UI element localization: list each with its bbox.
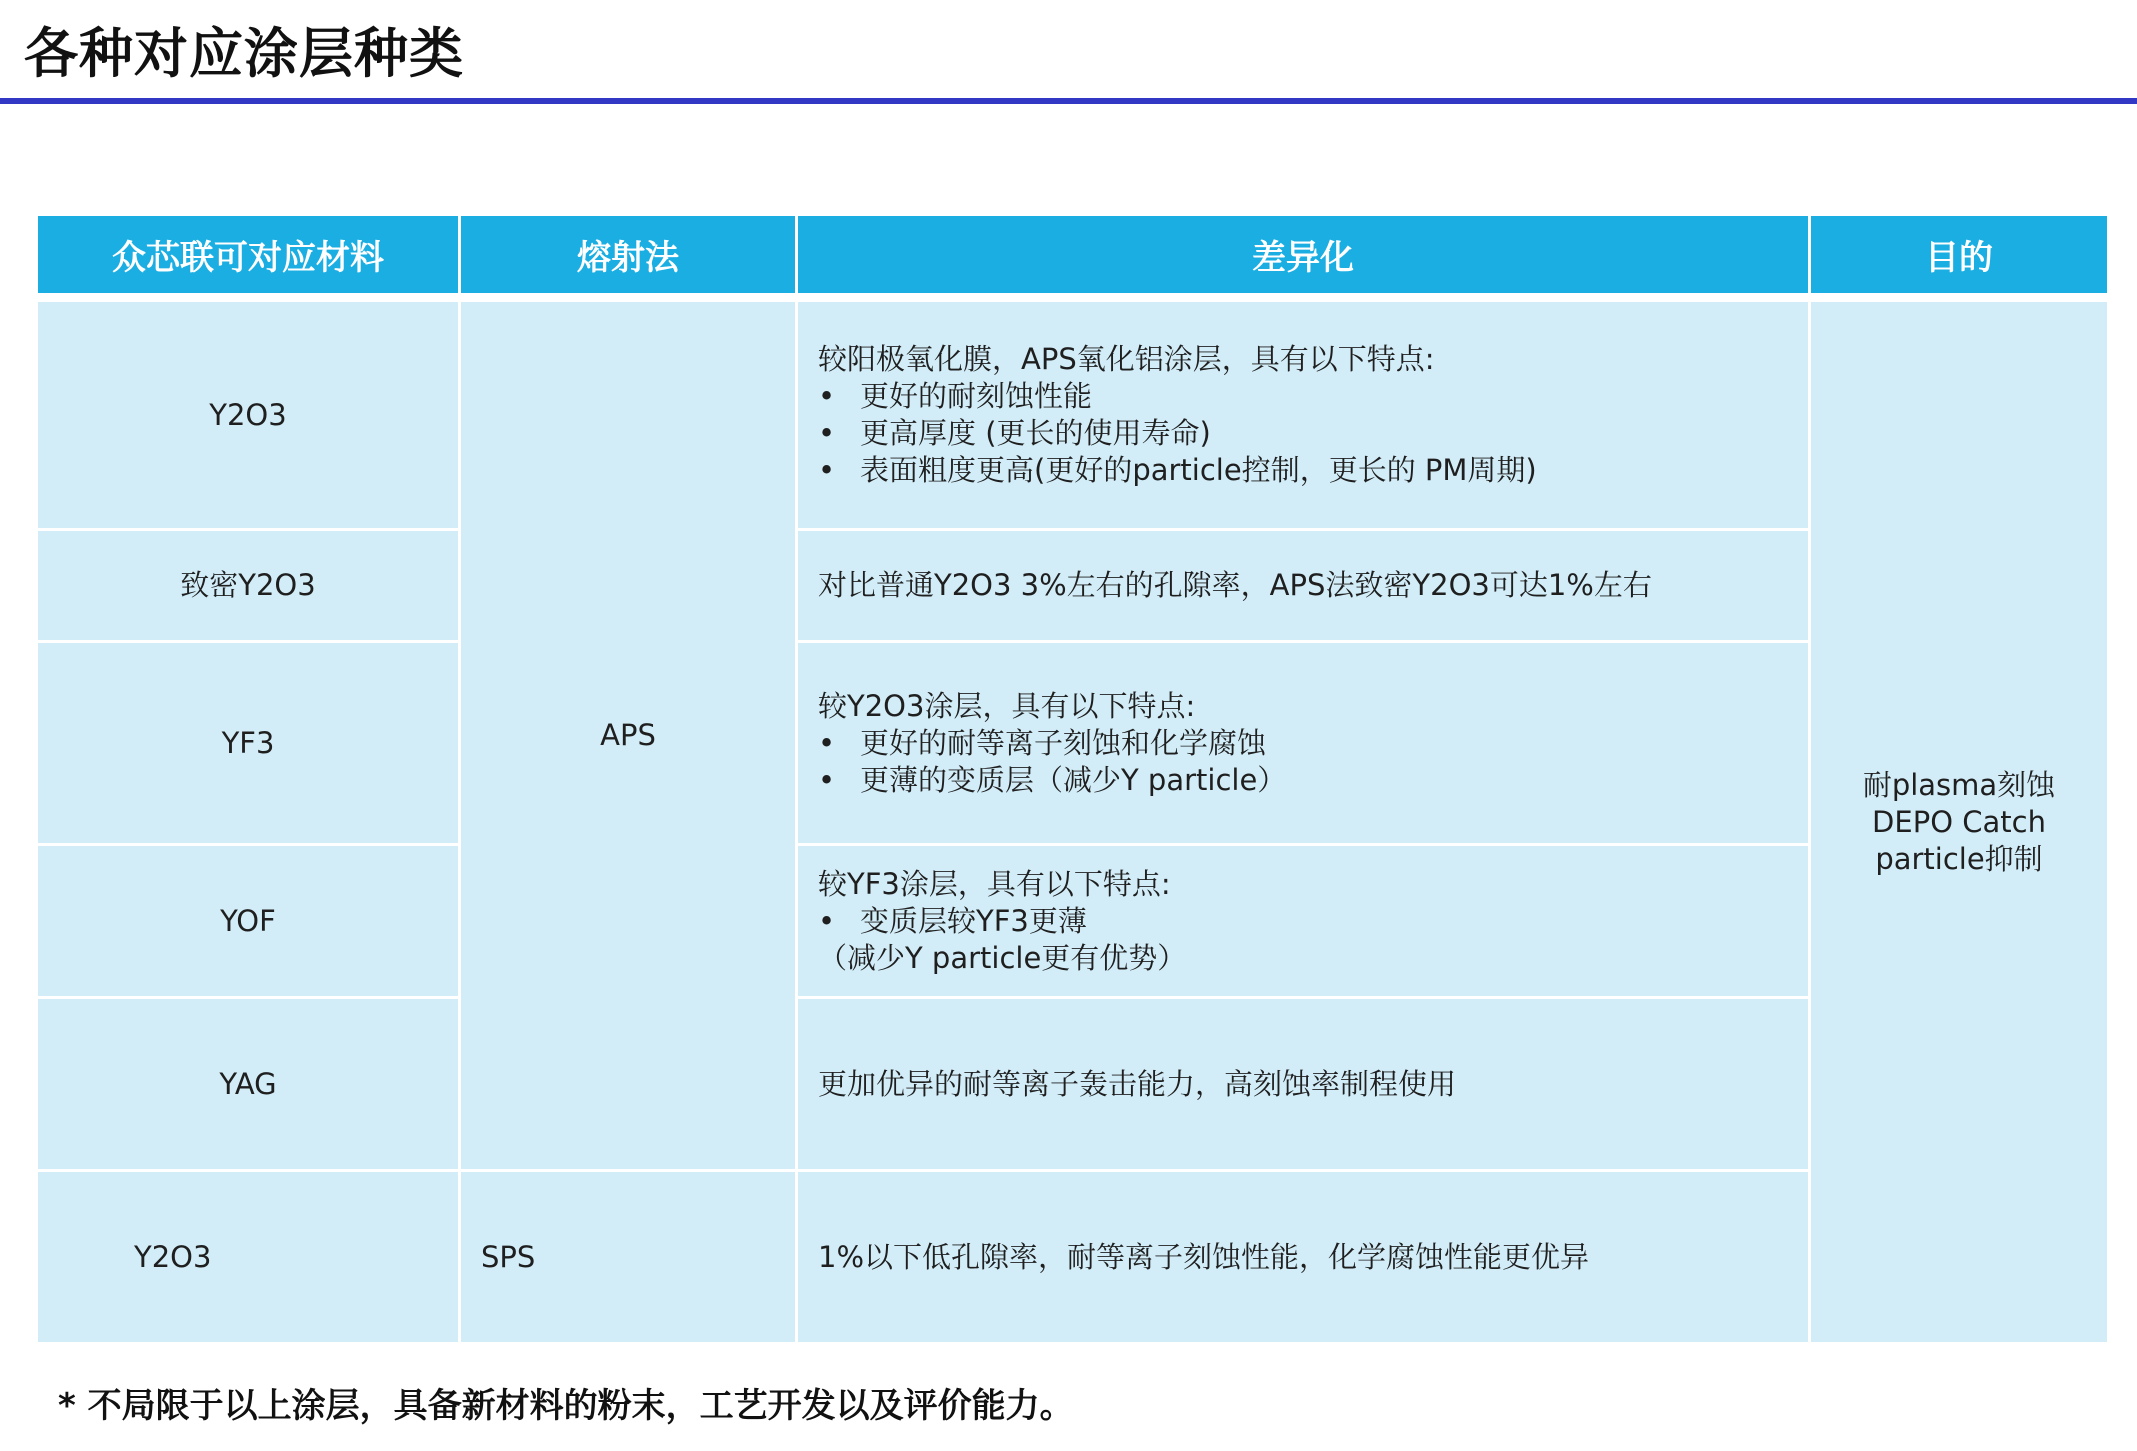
line-text: 变质层较YF3更薄	[860, 903, 1087, 938]
line-text: 对比普通Y2O3 3%左右的孔隙率，APS法致密Y2O3可达1%左右	[818, 568, 1652, 602]
footer-note: * 不局限于以上涂层，具备新材料的粉末，工艺开发以及评价能力。	[58, 1386, 1074, 1426]
difference-cell	[798, 999, 1808, 1169]
text-line	[818, 940, 1186, 977]
line-text: 1%以下低孔隙率，耐等离子刻蚀性能，化学腐蚀性能更优异	[818, 1239, 1590, 1274]
bullet-icon: •	[818, 416, 836, 450]
text-line	[818, 866, 1171, 903]
text-line	[818, 567, 1652, 604]
method-cell-aps: APS	[461, 302, 795, 1169]
header-difference: 差异化	[798, 216, 1808, 299]
title-divider	[0, 98, 2137, 104]
difference-cell	[798, 1172, 1808, 1342]
bullet-icon: •	[818, 379, 836, 413]
purpose-line: particle抑制	[1875, 841, 2043, 876]
line-text: 更好的耐刻蚀性能	[860, 379, 1093, 413]
line-text: 更薄的变质层（减少Y particle）	[860, 762, 1287, 797]
difference-cell	[798, 846, 1808, 996]
bullet-line	[818, 378, 1092, 415]
page-title: 各种对应涂层种类	[24, 22, 464, 85]
line-text: 较阳极氧化膜，APS氧化铝涂层，具有以下特点:	[818, 342, 1435, 376]
method-cell-sps: SPS	[461, 1172, 795, 1342]
bullet-line	[818, 452, 1537, 489]
line-text: 更好的耐等离子刻蚀和化学腐蚀	[860, 725, 1267, 760]
line-text: 较Y2O3涂层，具有以下特点:	[818, 688, 1196, 723]
bullet-icon: •	[818, 725, 836, 760]
line-text: 较YF3涂层，具有以下特点:	[818, 866, 1171, 901]
bullet-icon: •	[818, 453, 836, 487]
material-cell: YF3	[38, 643, 458, 843]
text-line	[818, 1239, 1589, 1276]
bullet-icon: •	[818, 903, 836, 938]
line-text: 更加优异的耐等离子轰击能力，高刻蚀率制程使用	[818, 1066, 1457, 1101]
material-cell: Y2O3	[38, 302, 458, 528]
purpose-line: DEPO Catch	[1872, 804, 2046, 839]
difference-cell	[798, 643, 1808, 843]
purpose-cell	[1811, 302, 2107, 1342]
material-cell: YAG	[38, 999, 458, 1169]
line-text: （减少Y particle更有优势）	[818, 940, 1187, 975]
bullet-line	[818, 903, 1087, 940]
material-cell: Y2O3	[38, 1172, 458, 1342]
difference-cell	[798, 531, 1808, 640]
purpose-line: 耐plasma刻蚀	[1862, 767, 2056, 802]
difference-cell	[798, 302, 1808, 528]
text-line	[818, 688, 1195, 725]
header-material: 众芯联可对应材料	[38, 216, 458, 299]
header-purpose: 目的	[1811, 216, 2107, 299]
bullet-line	[818, 725, 1266, 762]
material-cell: 致密Y2O3	[38, 531, 458, 640]
bullet-icon: •	[818, 762, 836, 797]
material-cell: YOF	[38, 846, 458, 996]
coating-table	[38, 216, 2104, 1340]
bullet-line	[818, 415, 1211, 452]
bullet-line	[818, 762, 1286, 799]
line-text: 表面粗度更高(更好的particle控制，更长的 PM周期)	[860, 453, 1537, 487]
line-text: 更高厚度 (更长的使用寿命)	[860, 416, 1211, 450]
text-line	[818, 1066, 1456, 1103]
header-method: 熔射法	[461, 216, 795, 299]
text-line	[818, 341, 1435, 378]
